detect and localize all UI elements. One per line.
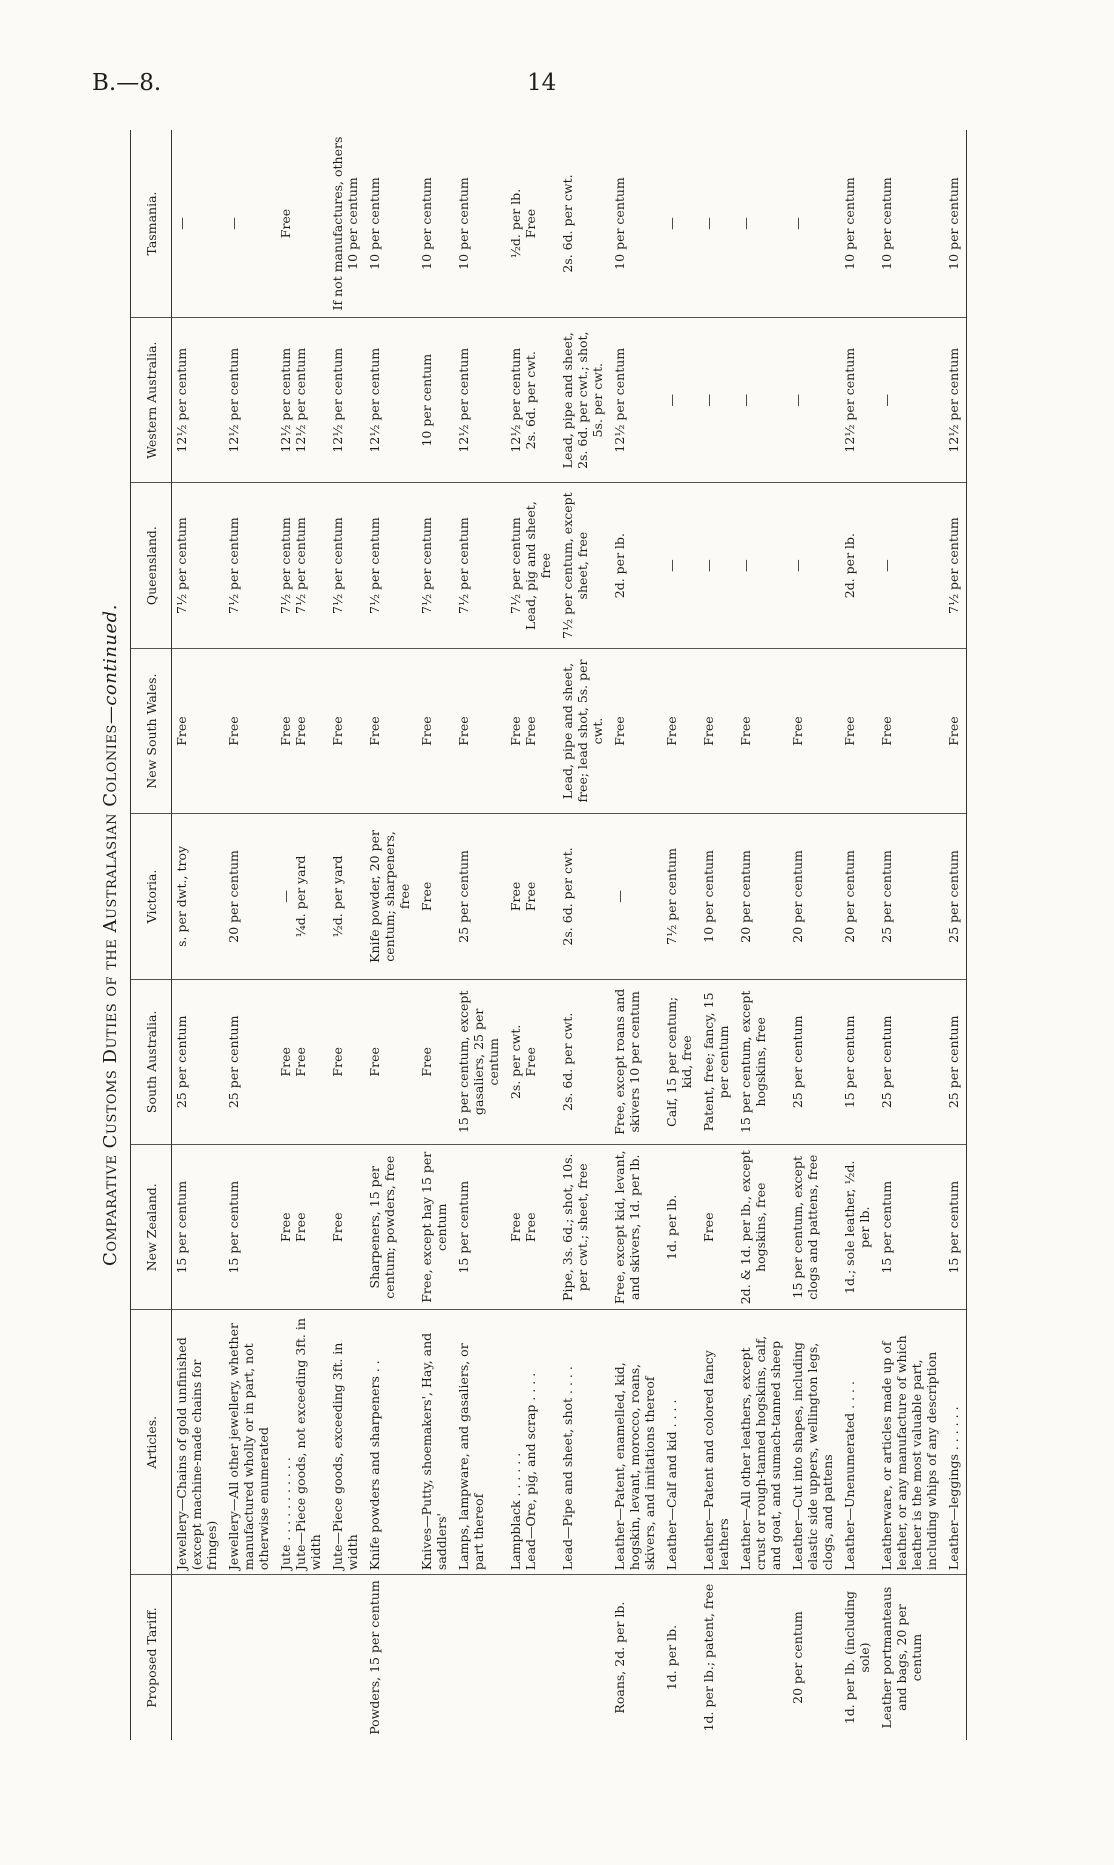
cell-sa: 25 per centum [172, 979, 225, 1144]
table-row [417, 130, 454, 1740]
cell-tas: — [788, 130, 840, 318]
cell-sa: Free [328, 979, 365, 1144]
table-title [100, 130, 128, 1740]
cell-articles: Lamps, lampware, and gasaliers, or part thereof [454, 1310, 506, 1575]
cell-proposed: 1d. per lb. [664, 1624, 679, 1691]
cell-articles: Leather—All other leathers, except crust or rough-tanned hogskins, calf, and goat, and sumach-tanned sheep [736, 1310, 788, 1575]
table-row [454, 130, 506, 1740]
cell-qld: 7½ per centum [365, 483, 417, 648]
cell-qld: 2d. per lb. [610, 483, 662, 648]
cell-nz: Free, except hay 15 per centum [417, 1145, 454, 1310]
cell-vic: 25 per centum [877, 814, 944, 979]
cell-nsw: Free [944, 648, 967, 813]
cell-vic: — [610, 814, 662, 979]
table-row [172, 130, 225, 1740]
cell-sa: 25 per centum [944, 979, 967, 1144]
col-header-western-australia: Western Australia. [131, 318, 172, 483]
cell-qld: — [736, 483, 788, 648]
cell-wa: — [699, 318, 736, 483]
cell-proposed [417, 1575, 454, 1740]
cell-vic: 20 per centum [736, 814, 788, 979]
cell-tas: ½d. per lb. Free [506, 130, 558, 318]
table-row [276, 130, 328, 1740]
cell-nz: 15 per centum [224, 1145, 276, 1310]
cell-vic: 10 per centum [699, 814, 736, 979]
cell-articles: Leather—Cut into shapes, including elastic side uppers, wellington legs, clogs, and pattens [788, 1310, 840, 1575]
cell-vic: 2s. 6d. per cwt. [558, 814, 610, 979]
cell-nsw: Free Free [506, 648, 558, 813]
cell-tas: 10 per centum [610, 130, 662, 318]
cell-articles: Knives—Putty, shoemakers', Hay, and saddlers' [417, 1310, 454, 1575]
cell-vic: s. per dwt., troy [172, 814, 225, 979]
cell-qld: 2d. per lb. [840, 483, 877, 648]
cell-qld: — [662, 483, 699, 648]
cell-vic: 20 per centum [224, 814, 276, 979]
cell-sa: 15 per centum, except hogskins, free [736, 979, 788, 1144]
col-header-articles: Articles. [131, 1310, 172, 1575]
table-row [328, 130, 365, 1740]
cell-articles: Leather—leggings . . . . . . [944, 1310, 967, 1575]
cell-sa: Calf, 15 per centum; kid, free [662, 979, 699, 1144]
cell-qld: 7½ per centum [172, 483, 225, 648]
cell-nsw: Free [328, 648, 365, 813]
cell-sa: 25 per centum [877, 979, 944, 1144]
cell-qld: — [699, 483, 736, 648]
cell-proposed: Powders, 15 per centum [367, 1580, 382, 1735]
cell-proposed [944, 1575, 967, 1740]
cell-articles: Leather—Unenumerated . . . . [840, 1310, 877, 1575]
cell-wa: 12½ per centum [944, 318, 967, 483]
cell-qld: — [788, 483, 840, 648]
cell-vic: Knife powder, 20 per centum; sharpeners, free [365, 814, 417, 979]
cell-sa: 2s. per cwt. Free [506, 979, 558, 1144]
cell-proposed: 1d. per lb.; patent, free [701, 1583, 716, 1732]
cell-sa: 25 per centum [788, 979, 840, 1144]
cell-proposed: Roans, 2d. per lb. [612, 1601, 627, 1714]
table-row [662, 130, 699, 1740]
table-row [506, 130, 558, 1740]
cell-wa: 12½ per centum [224, 318, 276, 483]
cell-nz: Sharpeners, 15 per centum; powders, free [365, 1145, 417, 1310]
page-identifier: B.—8. [92, 70, 162, 96]
page-number: 14 [527, 70, 557, 96]
col-header-queensland: Queensland. [131, 483, 172, 648]
customs-duties-table [130, 130, 967, 1740]
table-title-suffix: continued. [100, 604, 121, 706]
cell-tas: If not manufactures, others 10 per centum [328, 130, 365, 318]
cell-proposed [736, 1575, 788, 1740]
header-row [131, 130, 172, 1740]
cell-nz: 2d. & 1d. per lb., except hogskins, free [736, 1145, 788, 1310]
cell-nsw: Free [610, 648, 662, 813]
table-row [788, 130, 840, 1740]
cell-sa: Free Free [276, 979, 328, 1144]
cell-sa: Patent, free; fancy, 15 per centum [699, 979, 736, 1144]
cell-nz: 15 per centum, except clogs and pattens, free [788, 1145, 840, 1310]
cell-nsw: Free Free [276, 648, 328, 813]
cell-sa: 15 per centum [840, 979, 877, 1144]
cell-proposed [558, 1575, 610, 1740]
cell-nsw: Free [172, 648, 225, 813]
cell-sa: 25 per centum [224, 979, 276, 1144]
cell-nz: Free [699, 1145, 736, 1310]
cell-articles: Jewellery—Chains of gold unfinished (except machine-made chains for fringes) [172, 1310, 225, 1575]
table-row [558, 130, 610, 1740]
cell-nz: Pipe, 3s. 6d.; shot, 10s. per cwt.; sheet, free [558, 1145, 610, 1310]
cell-articles: Leatherware, or articles made up of leather, or any manufacture of which leather is the most valuable part, including whips of any description [877, 1310, 944, 1575]
cell-articles: Jute . . . . . . . . . . . Jute—Piece goods, not exceeding 3ft. in width [276, 1310, 328, 1575]
cell-qld: 7½ per centum [454, 483, 506, 648]
col-header-proposed: Proposed Tariff. [131, 1575, 172, 1740]
cell-wa: 12½ per centum [454, 318, 506, 483]
table-row [840, 130, 877, 1740]
cell-nsw: Free [454, 648, 506, 813]
table-row [944, 130, 967, 1740]
cell-wa: 12½ per centum [328, 318, 365, 483]
cell-proposed [172, 1575, 225, 1740]
cell-qld: 7½ per centum [224, 483, 276, 648]
cell-qld: 7½ per centum, except sheet, free [558, 483, 610, 648]
cell-nsw: Free [699, 648, 736, 813]
cell-proposed: 1d. per lb. (including sole) [842, 1590, 872, 1725]
cell-proposed [506, 1575, 558, 1740]
cell-vic: ½d. per yard [328, 814, 365, 979]
cell-nz: 15 per centum [454, 1145, 506, 1310]
cell-articles: Jute—Piece goods, exceeding 3ft. in width [328, 1310, 365, 1575]
cell-tas: 10 per centum [877, 130, 944, 318]
cell-tas: — [172, 130, 225, 318]
cell-qld: 7½ per centum 7½ per centum [276, 483, 328, 648]
cell-tas: — [662, 130, 699, 318]
cell-nz: Free Free [506, 1145, 558, 1310]
table-row [877, 130, 944, 1740]
cell-wa: 12½ per centum 2s. 6d. per cwt. [506, 318, 558, 483]
table-title-text: Comparative Customs Duties of the Australasian Colonies— [100, 705, 121, 1266]
col-header-new-zealand: New Zealand. [131, 1145, 172, 1310]
cell-qld: 7½ per centum Lead, pig and sheet, free [506, 483, 558, 648]
cell-proposed [454, 1575, 506, 1740]
cell-tas: 10 per centum [454, 130, 506, 318]
cell-wa: 12½ per centum [610, 318, 662, 483]
cell-articles: Leather—Patent and colored fancy leathers [699, 1310, 736, 1575]
cell-sa: 15 per centum, except gasaliers, 25 per centum [454, 979, 506, 1144]
rotated-table-container [100, 130, 980, 1740]
col-header-victoria: Victoria. [131, 814, 172, 979]
cell-tas: 2s. 6d. per cwt. [558, 130, 610, 318]
cell-nsw: Free [662, 648, 699, 813]
cell-tas: — [736, 130, 788, 318]
cell-nz: 1d. per lb. [662, 1145, 699, 1310]
col-header-tasmania: Tasmania. [131, 130, 172, 318]
cell-nz: Free Free [276, 1145, 328, 1310]
cell-nsw: Free [365, 648, 417, 813]
cell-sa: Free [417, 979, 454, 1144]
cell-wa: — [788, 318, 840, 483]
cell-articles: Leather—Calf and kid . . . . [662, 1310, 699, 1575]
cell-tas: 10 per centum [944, 130, 967, 318]
cell-tas: 10 per centum [417, 130, 454, 318]
cell-wa: Lead, pipe and sheet, 2s. 6d. per cwt.; shot, 5s. per cwt. [558, 318, 610, 483]
cell-tas: Free [276, 130, 328, 318]
table-row [699, 130, 736, 1740]
cell-nsw: Free [840, 648, 877, 813]
cell-vic: — ¼d. per yard [276, 814, 328, 979]
table-row [224, 130, 276, 1740]
cell-vic: Free Free [506, 814, 558, 979]
cell-wa: 12½ per centum [365, 318, 417, 483]
cell-nsw: Free [788, 648, 840, 813]
cell-qld: 7½ per centum [944, 483, 967, 648]
cell-qld: — [877, 483, 944, 648]
cell-articles: Knife powders and sharpeners . . [365, 1310, 417, 1575]
cell-nz: Free, except kid, levant, and skivers, 1d. per lb. [610, 1145, 662, 1310]
cell-articles: Lampblack . . . . . . Lead—Ore, pig, and scrap . . . . [506, 1310, 558, 1575]
cell-nsw: Free [736, 648, 788, 813]
cell-articles: Jewellery—All other jewellery, whether manufactured wholly or in part, not otherwise enumerated [224, 1310, 276, 1575]
cell-tas: 10 per centum [840, 130, 877, 318]
cell-proposed: Leather portmanteaus and bags, 20 per centum [879, 1586, 924, 1729]
cell-vic: 25 per centum [454, 814, 506, 979]
cell-proposed: 20 per centum [790, 1611, 805, 1704]
cell-nz: 15 per centum [172, 1145, 225, 1310]
cell-qld: 7½ per centum [417, 483, 454, 648]
cell-nsw: Lead, pipe and sheet, free; lead shot, 5s. per cwt. [558, 648, 610, 813]
cell-vic: Free [417, 814, 454, 979]
cell-tas: 10 per centum [365, 130, 417, 318]
cell-wa: — [662, 318, 699, 483]
cell-qld: 7½ per centum [328, 483, 365, 648]
cell-vic: 20 per centum [788, 814, 840, 979]
table-row [365, 130, 417, 1740]
table-body [172, 130, 967, 1740]
cell-sa: Free, except roans and skivers 10 per centum [610, 979, 662, 1144]
cell-tas: — [224, 130, 276, 318]
cell-proposed [224, 1575, 276, 1740]
cell-proposed [328, 1575, 365, 1740]
cell-sa: 2s. 6d. per cwt. [558, 979, 610, 1144]
cell-vic: 25 per centum [944, 814, 967, 979]
cell-proposed [276, 1575, 328, 1740]
col-header-new-south-wales: New South Wales. [131, 648, 172, 813]
cell-tas: — [699, 130, 736, 318]
cell-nsw: Free [877, 648, 944, 813]
cell-vic: 7½ per centum [662, 814, 699, 979]
cell-wa: — [877, 318, 944, 483]
table-row [736, 130, 788, 1740]
cell-articles: Lead—Pipe and sheet, shot . . . . [558, 1310, 610, 1575]
cell-wa: 12½ per centum 12½ per centum [276, 318, 328, 483]
cell-wa: 12½ per centum [840, 318, 877, 483]
cell-nz: Free [328, 1145, 365, 1310]
col-header-south-australia: South Australia. [131, 979, 172, 1144]
cell-sa: Free [365, 979, 417, 1144]
cell-wa: 12½ per centum [172, 318, 225, 483]
cell-wa: — [736, 318, 788, 483]
cell-articles: Leather—Patent, enamelled, kid, hogskin, levant, morocco, roans, skivers, and imitations thereof [610, 1310, 662, 1575]
table-row [610, 130, 662, 1740]
cell-vic: 20 per centum [840, 814, 877, 979]
cell-nz: 1d.; sole leather, ½d. per lb. [840, 1145, 877, 1310]
cell-nz: 15 per centum [944, 1145, 967, 1310]
cell-nz: 15 per centum [877, 1145, 944, 1310]
cell-nsw: Free [417, 648, 454, 813]
cell-wa: 10 per centum [417, 318, 454, 483]
cell-nsw: Free [224, 648, 276, 813]
